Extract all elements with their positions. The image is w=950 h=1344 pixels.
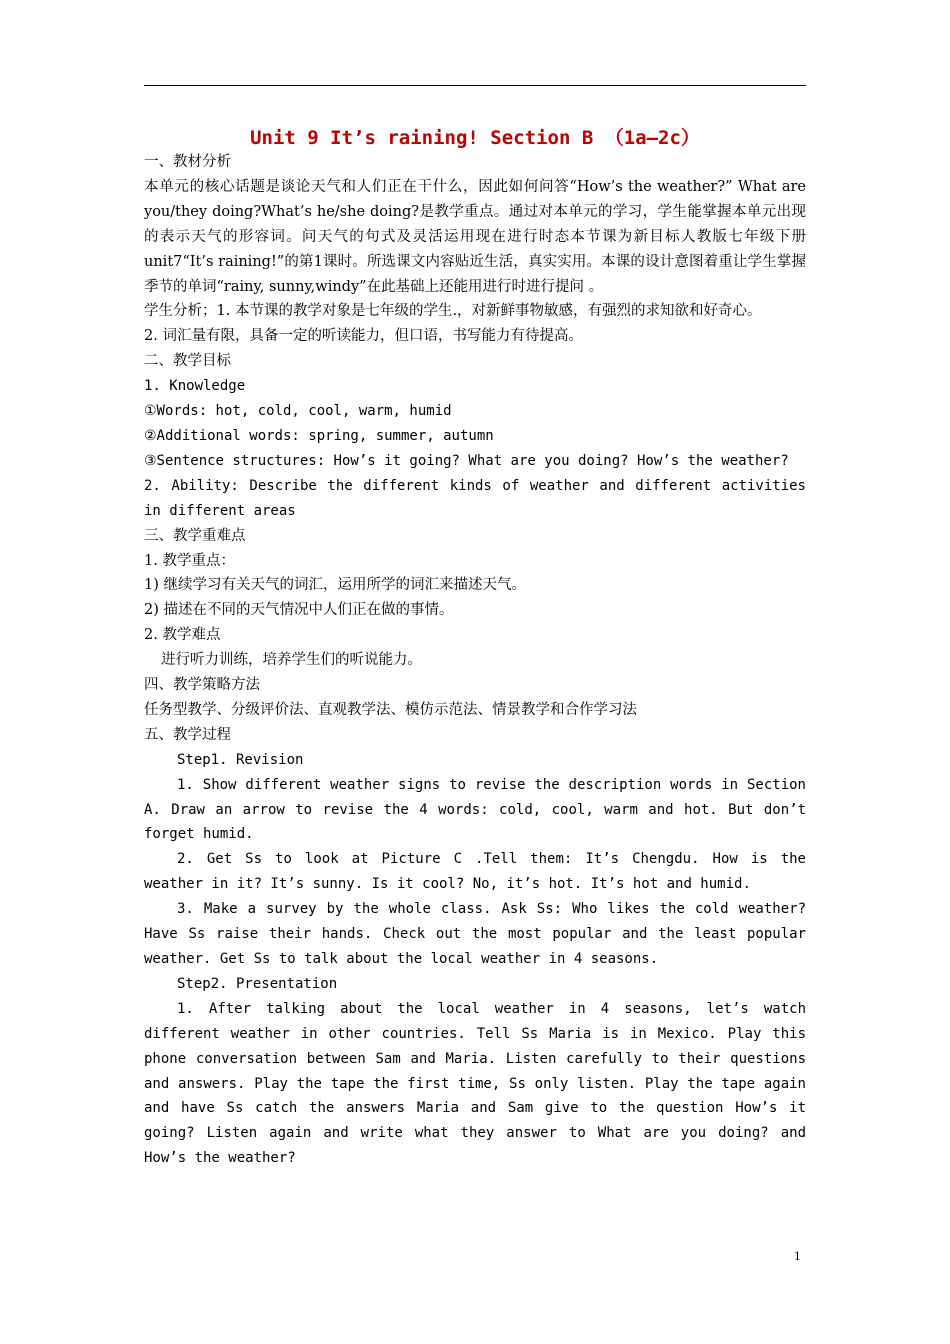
student-analysis-1: 学生分析；1. 本节课的教学对象是七年级的学生.，对新鲜事物敏感，有强烈的求知欲和好奇心。	[144, 303, 762, 320]
objective-additional-words: ②Additional words: spring, summer, autumn	[144, 427, 494, 444]
teaching-strategies-text: 任务型教学、分级评价法、直观教学法、模仿示范法、情景教学和合作学习法	[144, 701, 637, 718]
student-analysis-2: 2. 词汇量有限，具备一定的听读能力，但口语，书写能力有待提高。	[144, 328, 583, 345]
key-points-label: 1. 教学重点：	[144, 552, 235, 569]
step1-item-2: 2. Get Ss to look at Picture C .Tell them: It’s Chengdu. How is the weather in it? It’s sunny. Is it cool? No, it’s hot. It’s hot and humid.	[144, 851, 806, 893]
objective-ability: 2. Ability: Describe the different kinds of weather and different activities in different areas	[144, 477, 806, 519]
step2-heading: Step2. Presentation	[177, 975, 338, 992]
objective-sentence-structures: ③Sentence structures: How’s it going? What are you doing? How’s the weather?	[144, 452, 789, 469]
page-number: 1	[794, 1248, 801, 1263]
document-body	[144, 150, 806, 1171]
step2-item-1: 1. After talking about the local weather in 4 seasons, let’s watch different weather in other countries. Tell Ss Maria is in Mexico. Play this phone conversation between Sam and Maria. Listen carefully to their questions and answers. Play the tape the first time, Ss only listen. Play the tape again and have Ss catch the answers Maria and Sam give to the question How’s it going? Listen again and write what they answer to What are you doing? and How’s the weather?	[144, 1000, 806, 1167]
step1-item-1: 1. Show different weather signs to revise the description words in Section A. Draw an arrow to revise the 4 words: cold, cool, warm and hot. But don’t forget humid.	[144, 776, 806, 843]
heading-teaching-objectives: 二、教学目标	[144, 353, 231, 370]
key-point-2: 2) 描述在不同的天气情况中人们正在做的事情。	[144, 602, 454, 619]
heading-textbook-analysis: 一、教材分析	[144, 154, 231, 170]
heading-key-difficult-points: 三、教学重难点	[144, 527, 246, 544]
header-rule	[144, 85, 806, 86]
key-point-1: 1) 继续学习有关天气的词汇，运用所学的词汇来描述天气。	[144, 577, 526, 594]
document-title: Unit 9 It’s raining! Section B （1a—2c）	[250, 127, 700, 149]
objective-words: ①Words: hot, cold, cool, warm, humid	[144, 403, 452, 420]
difficult-point-text: 进行听力训练，培养学生们的听说能力。	[161, 652, 422, 669]
step1-heading: Step1. Revision	[177, 751, 304, 768]
step1-item-3: 3. Make a survey by the whole class. Ask Ss: Who likes the cold weather? Have Ss raise their hands. Check out the most popular and the least popular weather. Get Ss to talk about the local weather in 4 seasons.	[144, 901, 806, 967]
heading-teaching-strategies: 四、教学策略方法	[144, 677, 260, 694]
textbook-analysis-paragraph: 本单元的核心话题是谈论天气和人们正在干什么，因此如何问答“How’s the weather?” What are you/they doing?What’s he/she doing?是教学重点。通过对本单元的学习，学生能掌握本单元出现的表示天气的形容词。问天气的句式及灵活运用现在进行时态本节课为新目标人教版七年级下册unit7“It’s raining!”的第1课时。所选课文内容贴近生活，真实实用。本课的设计意图着重让学生掌握季节的单词“rainy, sunny,windy”在此基础上还能用进行时进行提问 。	[144, 178, 806, 295]
objective-knowledge: 1. Knowledge	[144, 378, 246, 395]
heading-teaching-process: 五、教学过程	[144, 726, 231, 743]
difficult-points-label: 2. 教学难点	[144, 627, 221, 644]
